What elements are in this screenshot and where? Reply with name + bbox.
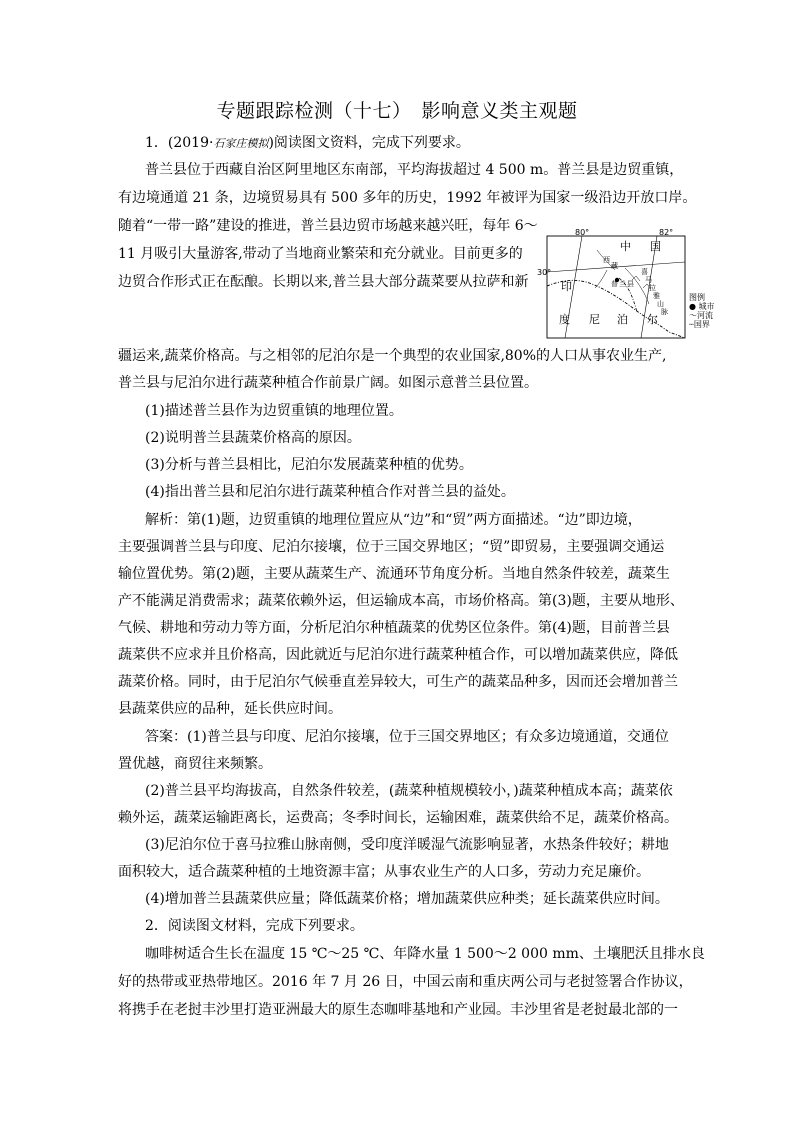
q1-instruction: )阅读图文资料，完成下列要求。 (268, 135, 470, 151)
border-line-icon: ┄ (689, 320, 694, 329)
answer-line: (4)增加普兰县蔬菜供应量；降低蔬菜价格；增加蔬菜供应种类；延长蔬菜供应时间。 (145, 891, 669, 907)
map-label: 县 (627, 280, 634, 288)
analysis-line: 主要强调普兰县与印度、尼泊尔接壤，位于三国交界地区；“贸”即贸易，主要强调交通运 (118, 539, 665, 555)
legend-item-border (689, 320, 729, 329)
map-lat-label: 30° (537, 268, 552, 277)
q1-subquestion: (4)指出普兰县和尼泊尔进行蔬菜种植合作对普兰县的益处。 (145, 484, 515, 500)
map-label: 雅 (653, 292, 660, 300)
map-label: 泊 (617, 313, 628, 326)
q1-para-line: 随着“一带一路”建设的推进，普兰县边贸市场越来越兴旺，每年 6～ (118, 218, 538, 234)
analysis-line: 气候、耕地和劳动力等方面，分析尼泊尔种植蔬菜的优势区位条件。第(4)题，目前普兰县 (118, 620, 670, 636)
map-label: 国 (650, 240, 661, 253)
q1-source: 石家庄模拟 (213, 137, 269, 150)
map-lon-label: 80° (575, 228, 590, 237)
q2-para-line: 将携手在老挝丰沙里打造亚洲最大的原生态咖啡基地和产业园。丰沙里省是老挝最北部的一 (118, 1002, 678, 1018)
answer-line: 置优越，商贸往来频繁。 (118, 756, 272, 772)
answer-line: (2)普兰县平均海拔高，自然条件较差，(蔬菜种植规模较小，)蔬菜种植成本高；蔬菜依 (145, 783, 673, 799)
analysis-line: 蔬菜价格。同时，由于尼泊尔气候垂直差异较大，可生产的蔬菜品种多，因而还会增加普兰 (118, 674, 678, 690)
legend-item-river (689, 311, 729, 320)
legend-label: 国界 (693, 320, 710, 329)
q1-para-line: 11 月吸引大量游客,带动了当地商业繁荣和充分就业。目前更多的 (118, 246, 523, 262)
legend-label: 城市 (698, 302, 715, 311)
legend-label: 河流 (697, 311, 713, 320)
legend-item-city (689, 302, 729, 311)
map-label: 兰 (619, 280, 626, 288)
legend-title: 图例 (689, 293, 705, 302)
map-label: 西 (603, 256, 610, 264)
q1-para-line: 疆运来,蔬菜价格高。与之相邻的尼泊尔是一个典型的农业国家,80%的人口从事农业生产, (118, 348, 667, 364)
analysis-line: 县蔬菜供应的品种，延长供应时间。 (118, 701, 342, 717)
q1-para-line: 普兰县位于西藏自治区阿里地区东南部，平均海拔超过 4 500 m。普兰县是边贸重镇， (145, 162, 684, 178)
q1-subquestion: (2)说明普兰县蔬菜价格高的原因。 (145, 430, 361, 446)
q2-header: 2．阅读图文材料，完成下列要求。 (145, 918, 364, 934)
map-label: 尼 (589, 313, 600, 326)
q1-para-line: 普兰县与尼泊尔进行蔬菜种植合作前景广阔。如图示意普兰县位置。 (118, 375, 538, 391)
map-label: 脉 (661, 308, 668, 316)
analysis-line: 输位置优势。第(2)题，主要从蔬菜生产、流通环节角度分析。当地自然条件较差，蔬菜生 (118, 566, 670, 582)
map-label: 度 (559, 313, 570, 326)
answer-line: 赖外运，蔬菜运输距离长，运费高；冬季时间长，运输困难，蔬菜供给不足，蔬菜价格高。 (118, 810, 678, 826)
map-label: 普 (611, 280, 618, 288)
map-label: 藏 (611, 262, 618, 270)
q1-para-line: 有边境通道 21 条，边境贸易具有 500 多年的历史，1992 年被评为国家一级沿边开放口岸。 (118, 190, 697, 206)
analysis-line: 解析：第(1)题，边贸重镇的地理位置应从“边”和“贸”两方面描述。“边”即边境， (145, 512, 642, 528)
q1-para-line: 边贸合作形式正在酝酿。长期以来,普兰县大部分蔬菜要从拉萨和新 (118, 274, 529, 290)
map-label: 马 (645, 276, 652, 284)
q1-subquestion: (3)分析与普兰县相比，尼泊尔发展蔬菜种植的优势。 (145, 457, 473, 473)
q2-para-line: 咖啡树适合生长在温度 15 ℃～25 ℃、年降水量 1 500～2 000 mm、土壤肥沃且排水良 (145, 946, 705, 962)
analysis-line: 蔬菜供不应求并且价格高，因此就近与尼泊尔进行蔬菜种植合作，可以增加蔬菜供应，降低 (118, 647, 678, 663)
map-label: 中 (620, 240, 631, 253)
map-label: 尔 (647, 313, 658, 326)
answer-line: 面积较大，适合蔬菜种植的土地资源丰富；从事农业生产的人口多，劳动力充足廉价。 (118, 864, 650, 880)
answer-line: 答案：(1)普兰县与印度、尼泊尔接壤，位于三国交界地区；有众多边境通道，交通位 (145, 729, 669, 745)
q1-subquestion: (1)描述普兰县作为边贸重镇的地理位置。 (145, 403, 403, 419)
map-label: 喜 (641, 268, 648, 276)
q2-para-line: 好的热带或亚热带地区。2016 年 7 月 26 日，中国云南和重庆两公司与老挝签署合作协议， (118, 974, 693, 990)
analysis-line: 产不能满足消费需求；蔬菜依赖外运，但运输成本高，市场价格高。第(3)题，主要从地形、 (118, 593, 684, 609)
river-line-icon: 〜 (689, 311, 697, 320)
map-label: 山 (657, 300, 664, 308)
q1-number: 1．(2019· (145, 135, 214, 151)
answer-line: (3)尼泊尔位于喜马拉雅山脉南侧，受印度洋暖湿气流影响显著，水热条件较好；耕地 (145, 837, 669, 853)
page-title: 专题跟踪检测（十七） 影响意义类主观题 (216, 100, 578, 122)
q1-header (145, 133, 470, 154)
location-map (537, 228, 687, 340)
map-label: 拉 (649, 284, 656, 292)
city-dot-icon: ● (689, 302, 696, 311)
map-label: 印 (561, 280, 572, 293)
map-legend (689, 293, 729, 329)
map-lon-label: 82° (659, 228, 674, 237)
